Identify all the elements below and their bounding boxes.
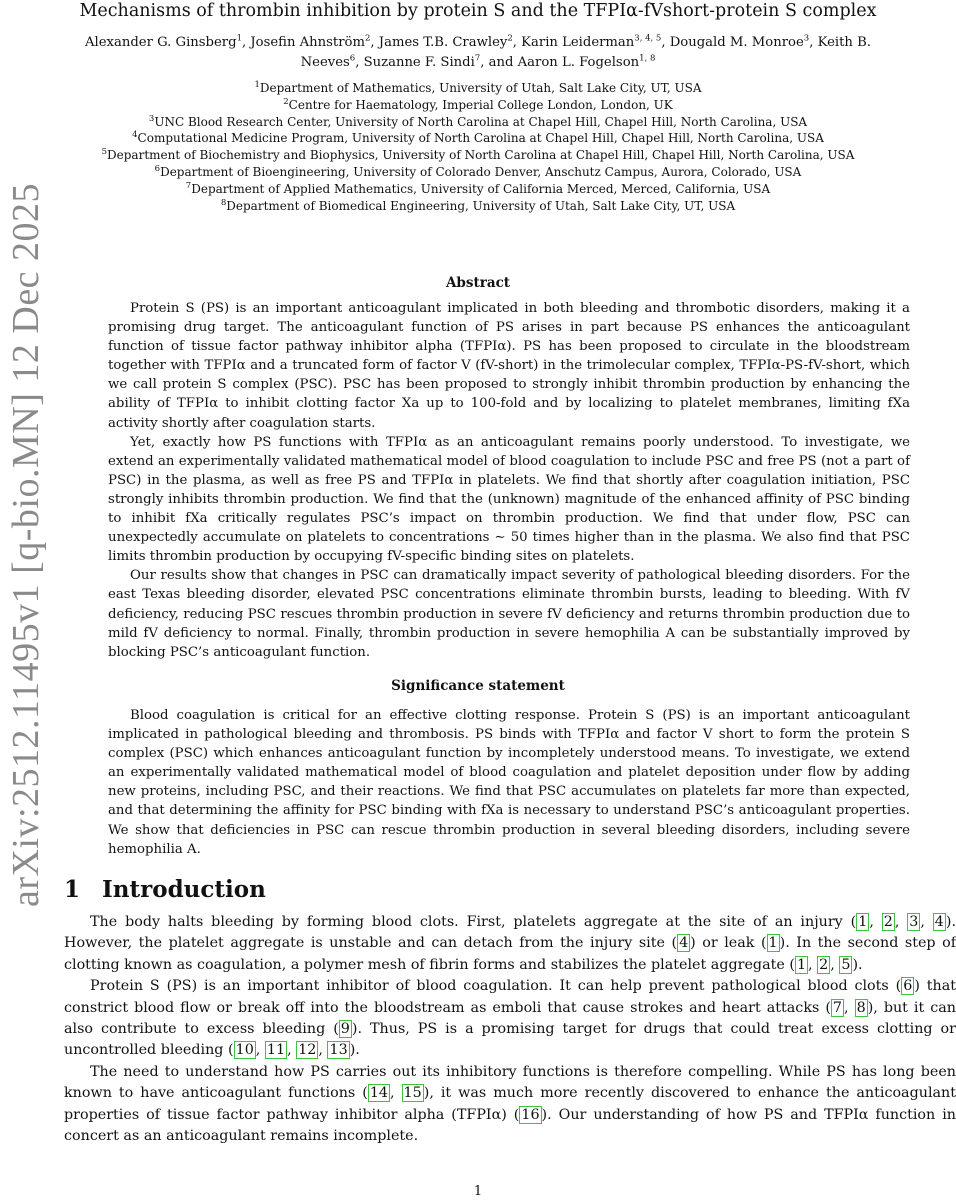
affiliation-line <box>64 97 892 114</box>
affiliation-text: Department of Biochemistry and Biophysics, University of North Carolina at Chapel Hill, Chapel Hill, North Carolina, USA <box>107 148 855 163</box>
intro-text: ) that constrict blood flow or break off into the bloodstream as emboli that cause strokes and heart attacks ( <box>64 978 956 1016</box>
affiliation-number: 8 <box>220 197 227 208</box>
affiliation-text: Department of Bioengineering, University of Colorado Denver, Anschutz Campus, Aurora, Colorado, USA <box>160 164 802 179</box>
citation-link[interactable]: 14 <box>369 1085 389 1102</box>
citation-link[interactable]: 9 <box>340 1021 350 1038</box>
citation-link[interactable]: 1 <box>858 914 868 930</box>
abstract-paragraph: Yet, exactly how PS functions with TFPIα as an anticoagulant remains poorly understood. To investigate, we extend an experimentally validated mathematical model of blood coagulation to include PSC and free PS (not a part of PSC) in the plasma, as well as free PS and TFPIα in platelets. We find that shortly after coagulation initiation, PSC strongly inhibits thrombin production. We find that the (unknown) magnitude of the enhanced affinity of PSC binding to inhibit fXa critically regulates PSC’s impact on thrombin production. We find that under flow, PSC can unexpectedly accumulate on platelets to concentrations ∼ 50 times higher than in the plasma. We also find that PSC limits thrombin production by occupying fV-specific binding sites on platelets. <box>108 434 911 565</box>
citation-link[interactable]: 1 <box>796 956 807 973</box>
author-name: Keith B. Neeves <box>300 35 871 70</box>
intro-text: , <box>390 1085 402 1102</box>
affiliation-number: 7 <box>185 180 192 191</box>
abstract-paragraph: Protein S (PS) is an important anticoagulant implicated in both bleeding and thrombotic disorders, making it a promising drug target. The anticoagulant function of PS arises in part because PS enhances the anticoagulant function of tissue factor pathway inhibitor alpha (TFPIα). PS has been proposed to circulate in the bloodstream together with TFPIα and a truncated form of factor V (fV-short) in the trimolecular complex, TFPIα-PS-fV-short, which we call protein S complex (PSC). PSC has been proposed to strongly inhibit thrombin production by enhancing the ability of TFPIα to inhibit clotting factor Xa up to 100-fold and by localizing to platelet membranes, limiting fXa activity shortly after coagulation starts. <box>108 301 910 431</box>
intro-text: Protein S (PS) is an important inhibitor of blood coagulation. It can help prevent pathological blood clots ( <box>90 978 902 995</box>
arxiv-stamp: arXiv:2512.11495v1 [q-bio.MN] 12 Dec 2025 <box>5 182 47 908</box>
intro-text: The need to understand how PS carries out its inhibitory functions is therefore compelling. While PS has long been known to have anticoagulant functions ( <box>64 1063 956 1102</box>
intro-text: , <box>920 914 933 930</box>
intro-text: ). Our understanding of how PS and TFPIα function in concert as an anticoagulant remains incomplete. <box>64 1106 956 1145</box>
citation-link[interactable]: 4 <box>679 935 689 952</box>
intro-text: , <box>894 914 908 930</box>
abstract-paragraph: Our results show that changes in PSC can dramatically impact severity of pathological bleeding disorders. For the east Texas bleeding disorder, elevated PSC concentrations eliminate thrombin bursts, leading to bleeding. With fV deficiency, reducing PSC rescues thrombin production in severe fV deficiency and returns thrombin production due to mild fV deficiency to normal. Finally, thrombin production in severe hemophilia A can be substantially improved by blocking PSC’s anticoagulant function. <box>108 568 910 660</box>
citation-link[interactable]: 15 <box>403 1085 422 1102</box>
abstract-body <box>108 299 910 662</box>
author-affiliation-marker: 2 <box>364 33 371 44</box>
author-name: Dougald M. Monroe <box>669 35 804 50</box>
affiliation-text: Department of Biomedical Engineering, University of Utah, Salt Lake City, UT, USA <box>226 198 736 213</box>
author-affiliation-marker: 1 <box>236 33 242 44</box>
intro-text: ) or leak ( <box>690 935 767 952</box>
intro-text: ), it was much more recently discovered to enhance the anticoagulant properties of tissue factor pathway inhibitor alpha (TFPIα) ( <box>64 1085 956 1123</box>
affiliation-line <box>64 198 892 215</box>
affiliation-number: 4 <box>132 130 138 141</box>
affiliation-list <box>64 80 892 214</box>
author-name: Josefin Ahnström <box>250 35 365 50</box>
affiliation-number: 5 <box>101 147 108 158</box>
citation-link[interactable]: 2 <box>883 914 893 930</box>
citation-link[interactable]: 8 <box>856 999 866 1016</box>
affiliation-line <box>64 164 892 181</box>
citation-link[interactable]: 16 <box>521 1106 540 1123</box>
author-affiliation-marker: 7 <box>474 53 481 64</box>
intro-text: , <box>255 1042 265 1059</box>
affiliation-number: 1 <box>254 80 260 90</box>
affiliation-number: 6 <box>154 163 161 174</box>
intro-text: ). In the second step of clotting known as coagulation, a polymer mesh of fibrin forms and stabilizes the platelet aggregate ( <box>64 935 956 973</box>
affiliation-line <box>64 114 892 131</box>
abstract-heading: Abstract <box>445 275 511 291</box>
citation-link[interactable]: 5 <box>841 956 851 973</box>
citation-link[interactable]: 1 <box>768 935 778 952</box>
intro-paragraph <box>64 912 956 976</box>
author-name: Alexander G. Ginsberg <box>85 35 237 50</box>
introduction-body <box>64 912 956 1147</box>
intro-text: , <box>869 914 882 930</box>
citation-link[interactable]: 12 <box>298 1042 317 1059</box>
author-name: Suzanne F. Sindi <box>363 55 475 70</box>
affiliation-line <box>64 147 892 164</box>
author-affiliation-marker: 6 <box>349 53 356 64</box>
affiliation-number: 3 <box>148 113 155 124</box>
affiliation-line <box>64 80 892 97</box>
intro-text: ). <box>852 956 863 973</box>
author-name: Karin Leiderman <box>521 35 635 50</box>
author-name: James T.B. Crawley <box>378 35 508 50</box>
intro-text: , <box>287 1042 297 1059</box>
affiliation-line <box>64 130 892 147</box>
affiliation-number: 2 <box>283 96 289 107</box>
author-affiliation-marker: 2 <box>507 33 513 44</box>
citation-link[interactable]: 10 <box>235 1042 254 1059</box>
section-title: Introduction <box>102 876 266 903</box>
author-list: Alexander G. Ginsberg$^1$, Josefin Ahnström$^2$, James T.B. Crawley$^2$, Karin Leiderman$^{3, 4, 5}$, Dougald M. Monroe$^3$, Keith B. Neeves$^6$, Suzanne F. Sindi$^7$, and Aaron L. Fogelson$^{1, 8}$ <box>85 33 871 70</box>
citation-link[interactable]: 2 <box>819 956 829 973</box>
affiliation-line <box>64 181 892 198</box>
affiliation-text: Computational Medicine Program, University of North Carolina at Chapel Hill, Chapel Hill, North Carolina, USA <box>137 131 824 146</box>
intro-text: , <box>808 956 818 973</box>
affiliation-text: Centre for Haematology, Imperial College London, London, UK <box>288 97 673 112</box>
author-affiliation-marker: 1, 8 <box>639 53 656 64</box>
affiliation-text: Department of Applied Mathematics, University of California Merced, Merced, California, USA <box>191 181 771 196</box>
page-number: 1 <box>473 1184 483 1199</box>
intro-text: , <box>844 999 855 1016</box>
intro-text: ), but it can also contribute to excess bleeding ( <box>64 999 956 1038</box>
affiliation-text: UNC Blood Research Center, University of North Carolina at Chapel Hill, Chapel Hill, North Carolina, USA <box>154 114 808 129</box>
significance-paragraph: Blood coagulation is critical for an effective clotting response. Protein S (PS) is an important anticoagulant implicated in pathological bleeding and thrombosis. PS binds with TFPIα and factor V short to form the protein S complex (PSC) which enhances anticoagulant function by incompletely understood means. To investigate, we extend an experimentally validated mathematical model of blood coagulation and platelet deposition under flow by adding new proteins, including PSC, and their reactions. We find that PSC accumulates on platelets far more than expected, and that determining the affinity for PSC binding with fXa is necessary to understand PSC’s anticoagulant properties. We show that deficiencies in PSC can rescue thrombin production in several bleeding disorders, including severe hemophilia A. <box>108 708 910 857</box>
intro-text: The body halts bleeding by forming blood clots. First, platelets aggregate at the site of an injury ( <box>90 914 857 930</box>
intro-text: ). <box>349 1042 360 1059</box>
intro-paragraph <box>64 1062 956 1148</box>
intro-text: ). Thus, PS is a promising target for drugs that could treat excess clotting or uncontrolled bleeding ( <box>64 1021 956 1059</box>
author-name: Aaron L. Fogelson <box>517 55 640 70</box>
citation-link[interactable]: 3 <box>909 914 919 930</box>
affiliation-text: Department of Mathematics, University of Utah, Salt Lake City, UT, USA <box>259 81 702 95</box>
intro-paragraph <box>64 976 956 1062</box>
author-affiliation-marker: 3 <box>803 33 810 44</box>
intro-text: ). However, the platelet aggregate is unstable and can detach from the injury site ( <box>64 914 956 952</box>
citation-link[interactable]: 7 <box>832 999 843 1016</box>
section-number: 1 <box>64 876 81 903</box>
intro-text: , <box>318 1042 328 1059</box>
section-heading-introduction <box>64 875 288 905</box>
author-affiliation-marker: 3, 4, 5 <box>634 33 662 44</box>
intro-text: , <box>830 956 840 973</box>
paper-title: Mechanisms of thrombin inhibition by protein S and the TFPIα-fVshort-protein S complex <box>79 1 877 21</box>
citation-link[interactable]: 13 <box>329 1042 348 1059</box>
citation-link[interactable]: 11 <box>266 1042 286 1059</box>
citation-link[interactable]: 6 <box>903 978 913 995</box>
significance-body <box>108 706 910 859</box>
significance-heading: Significance statement <box>391 678 565 694</box>
citation-link[interactable]: 4 <box>934 914 944 930</box>
